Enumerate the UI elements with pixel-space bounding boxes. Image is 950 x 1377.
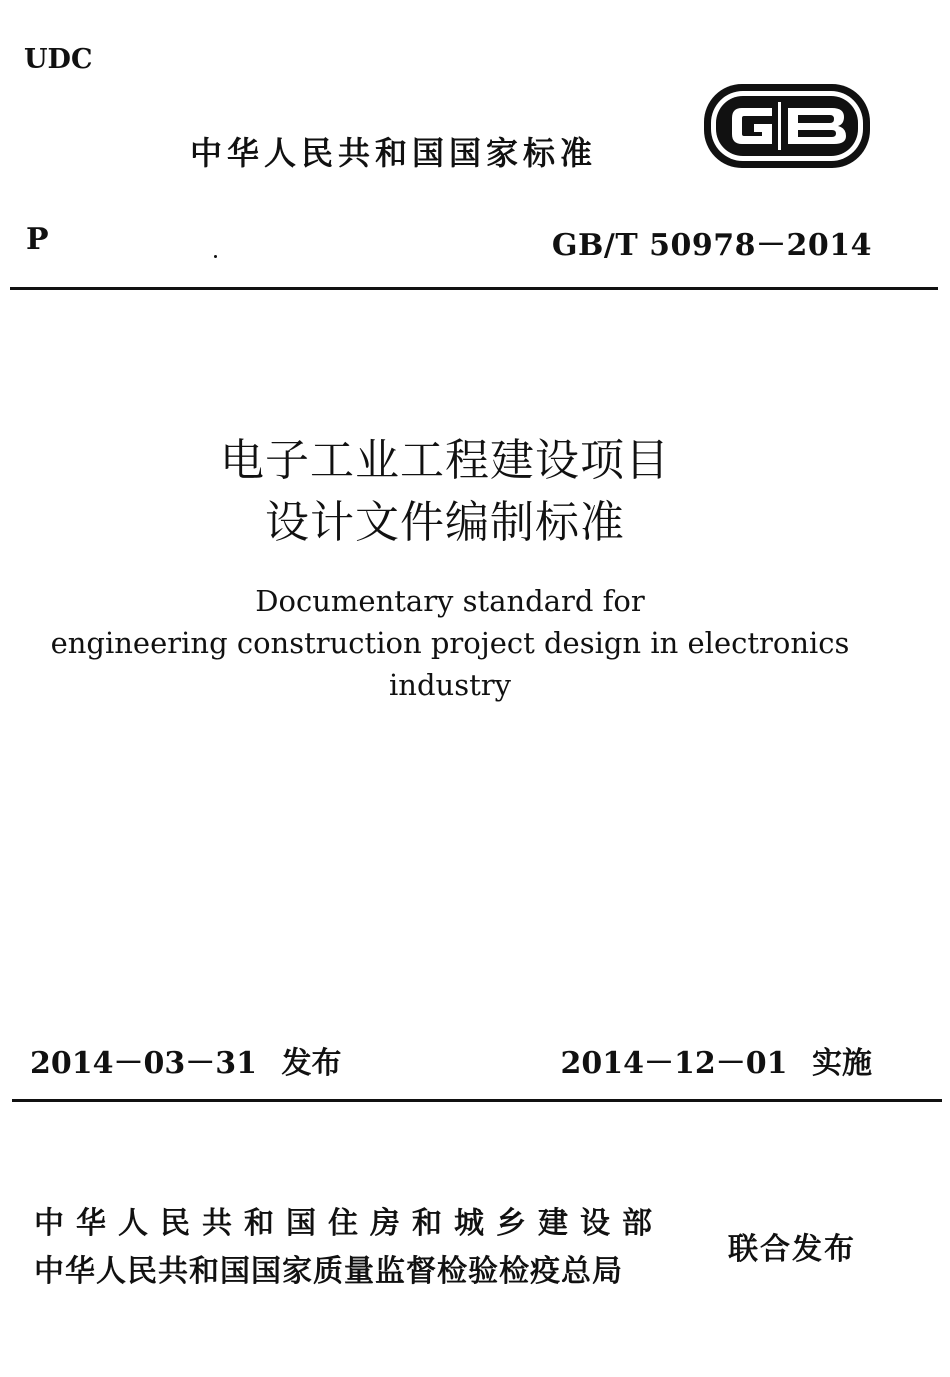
title-chinese [0, 430, 890, 554]
gb-logo-icon [702, 82, 872, 170]
speck-dot [214, 255, 217, 258]
title-chinese-line-2: 设计文件编制标准 [265, 497, 625, 548]
title-english-line-2: engineering construction project design in electronics industry [50, 626, 850, 702]
standard-number: GB/T 50978－2014 [551, 228, 872, 263]
implementation-label: 实施 [812, 1046, 872, 1081]
issuers-block [34, 1200, 664, 1296]
joint-release-label: 联合发布 [728, 1232, 856, 1267]
category-label: P [26, 222, 49, 257]
udc-label: UDC [24, 44, 93, 75]
bottom-divider [12, 1099, 942, 1102]
issue-date-block [30, 1038, 341, 1082]
issue-label: 发布 [281, 1046, 342, 1081]
title-english [0, 580, 900, 706]
issue-date: 2014－03－31 [30, 1046, 257, 1081]
top-divider [10, 287, 938, 290]
title-english-line-1: Documentary standard for [255, 584, 645, 618]
title-chinese-line-1: 电子工业工程建设项目 [220, 435, 670, 486]
issuer-quality-administration: 中华人民共和国国家质量监督检验检疫总局 [34, 1254, 623, 1289]
issuer-ministry-housing: 中华人民共和国住房和城乡建设部 [34, 1206, 664, 1241]
implementation-date-block [561, 1038, 872, 1082]
implementation-date: 2014－12－01 [560, 1046, 788, 1081]
national-standard-heading: 中华人民共和国国家标准 [190, 134, 598, 172]
